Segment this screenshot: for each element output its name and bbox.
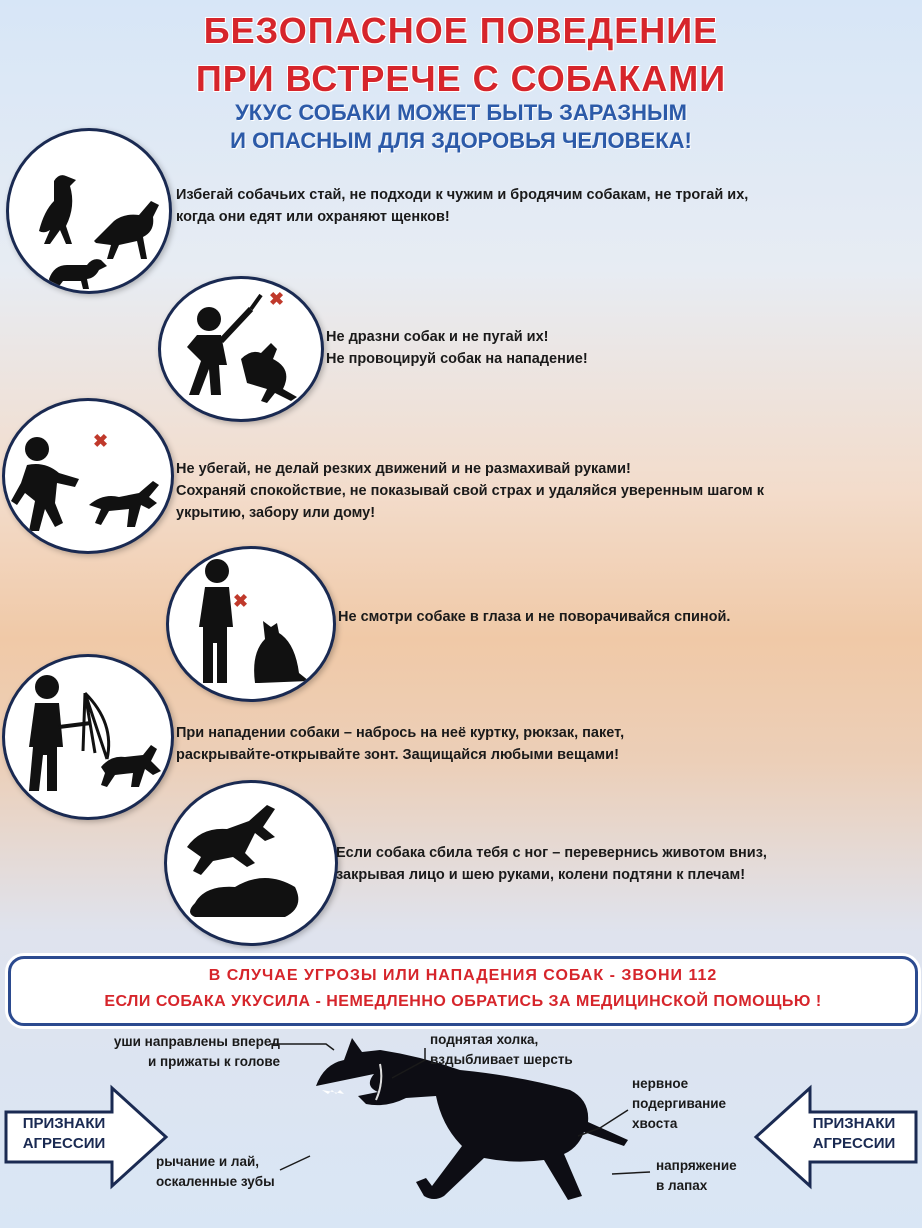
aggression-right-word1: ПРИЗНАКИ	[812, 1115, 896, 1132]
label-hackles-line2: вздыбливает шерсть	[430, 1052, 573, 1067]
label-ears-line1: уши направлены вперед	[113, 1034, 280, 1049]
tip-1-line-1: Избегай собачьих стай, не подходи к чужим и бродячим собакам, не трогай их,	[176, 187, 749, 203]
label-growl	[156, 1152, 316, 1192]
svg-text:✖: ✖	[269, 289, 285, 309]
label-paws-line1: напряжение	[656, 1158, 737, 1173]
label-tail-line2: подергивание	[632, 1096, 727, 1111]
curl-up-protect-icon	[164, 780, 338, 946]
tip-3-line-1: Не убегай, не делай резких движений и не размахивай руками!	[176, 461, 631, 477]
umbrella-defense-icon	[2, 654, 174, 820]
aggression-left-word2: АГРЕССИИ	[22, 1135, 106, 1152]
label-tail-line3: хвоста	[632, 1116, 678, 1131]
tip-1-text	[176, 184, 906, 228]
label-tail-line1: нервное	[632, 1076, 689, 1091]
page-subtitle-line1: УКУС СОБАКИ МОЖЕТ БЫТЬ ЗАРАЗНЫМ	[235, 100, 687, 125]
dogs-pack-icon	[6, 128, 172, 294]
svg-text:✖: ✖	[233, 591, 249, 611]
tip-6-line-2: закрывая лицо и шею руками, колени подтяни к плечам!	[336, 867, 746, 883]
tip-2-line-2: Не провоцируй собак на нападение!	[326, 351, 588, 367]
label-ears-line2: и прижаты к голове	[147, 1054, 280, 1069]
tip-1-line-2: когда они едят или охраняют щенков!	[176, 209, 450, 225]
tip-2-text	[326, 326, 886, 370]
tip-4-text	[338, 606, 898, 628]
label-paws	[656, 1156, 776, 1196]
label-hackles	[430, 1030, 630, 1070]
label-tail	[632, 1074, 762, 1134]
label-hackles-line1: поднятая холка,	[430, 1032, 539, 1047]
aggression-left-word1: ПРИЗНАКИ	[22, 1115, 106, 1132]
page-subtitle-line2: И ОПАСНЫМ ДЛЯ ЗДОРОВЬЯ ЧЕЛОВЕКА!	[230, 128, 692, 153]
tip-4-line-1: Не смотри собаке в глаза и не поворачивайся спиной.	[338, 609, 731, 625]
tip-2-line-1: Не дразни собак и не пугай их!	[326, 329, 549, 345]
label-growl-line1: рычание и лай,	[156, 1154, 260, 1169]
page-title-line1: БЕЗОПАСНОЕ ПОВЕДЕНИЕ	[203, 10, 719, 51]
tip-3-line-3: укрытию, забору или дому!	[176, 505, 376, 521]
svg-text:✖: ✖	[93, 431, 109, 451]
aggression-right-word2: АГРЕССИИ	[812, 1135, 896, 1152]
tip-3-text	[176, 458, 906, 524]
tip-5-line-2: раскрывайте-открывайте зонт. Защищайся любыми вещами!	[176, 747, 619, 763]
emergency-banner	[8, 956, 918, 1026]
emergency-line-2: ЕСЛИ СОБАКА УКУСИЛА - НЕМЕДЛЕННО ОБРАТИСЬ ЗА МЕДИЦИНСКОЙ ПОМОЩЬЮ !	[104, 993, 822, 1010]
tip-5-text	[176, 722, 906, 766]
teasing-dog-icon	[158, 276, 324, 422]
tip-3-line-2: Сохраняй спокойствие, не показывай свой страх и удаляйся уверенным шагом к	[176, 483, 764, 499]
running-from-dog-icon	[2, 398, 174, 554]
tip-6-text	[336, 842, 896, 886]
tip-5-line-1: При нападении собаки – набрось на неё куртку, рюкзак, пакет,	[176, 725, 625, 741]
label-ears	[70, 1032, 280, 1072]
tip-6-line-1: Если собака сбила тебя с ног – перевернись животом вниз,	[336, 845, 767, 861]
emergency-line-1: В СЛУЧАЕ УГРОЗЫ ИЛИ НАПАДЕНИЯ СОБАК - ЗВОНИ 112	[208, 967, 718, 984]
page-title-line2: ПРИ ВСТРЕЧЕ С СОБАКАМИ	[195, 58, 727, 99]
label-paws-line2: в лапах	[656, 1178, 708, 1193]
eye-contact-dog-icon	[166, 546, 336, 702]
label-growl-line2: оскаленные зубы	[156, 1174, 275, 1189]
